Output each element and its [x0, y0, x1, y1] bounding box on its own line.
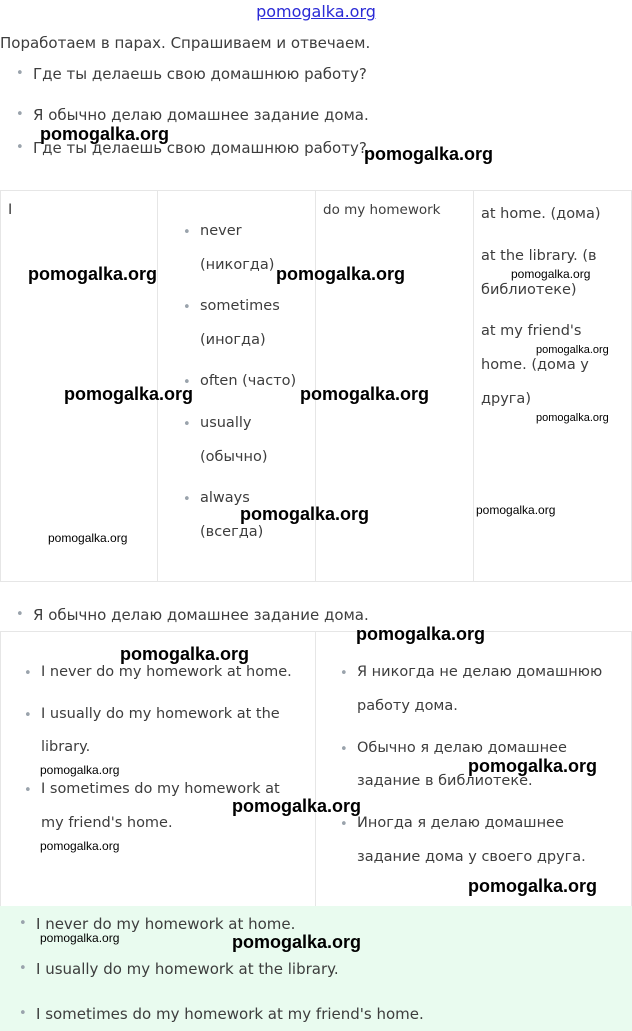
table-left-border [0, 190, 1, 582]
compare-right-2-line2: задание в библиотеке. [357, 773, 533, 789]
watermark: pomogalka.org [48, 531, 128, 545]
compare-right-3-line2: задание дома у своего друга. [357, 849, 586, 865]
table-top-border [0, 190, 632, 191]
freq-never: • never [200, 223, 242, 240]
watermark: pomogalka.org [40, 839, 120, 853]
freq-never-translation: (никогда) [200, 257, 275, 273]
freq-always: • always [200, 490, 250, 507]
watermark: pomogalka.org [40, 763, 120, 777]
answer-repeat: • Я обычно делаю домашнее задание дома. [33, 606, 369, 624]
watermark: pomogalka.org [232, 932, 362, 952]
compare-top-border [0, 631, 632, 632]
dialog-question-2: • Где ты делаешь свою домашнюю работу? [33, 139, 367, 157]
watermark: pomogalka.org [40, 931, 120, 945]
subject-cell: I [8, 202, 13, 218]
compare-left-2: • I usually do my homework at the [41, 706, 280, 723]
compare-left-2-line2: library. [41, 739, 91, 755]
watermark: pomogalka.org [120, 644, 250, 664]
watermark: pomogalka.org [240, 504, 370, 524]
watermark: pomogalka.org [364, 144, 494, 164]
compare-left-1: • I never do my homework at home. [41, 664, 292, 681]
watermark: pomogalka.org [536, 344, 609, 356]
compare-divider [315, 631, 316, 907]
compare-left-border [0, 631, 1, 907]
compare-right-1-line2: работу дома. [357, 698, 458, 714]
compare-right-3: • Иногда я делаю домашнее [357, 815, 564, 832]
top-watermark-link[interactable]: pomogalka.org [256, 2, 376, 21]
place-library: at the library. (в [481, 248, 597, 264]
watermark: pomogalka.org [468, 756, 598, 776]
place-library-translation: библиотеке) [481, 282, 577, 298]
place-home: at home. (дома) [481, 206, 601, 222]
watermark: pomogalka.org [276, 264, 406, 284]
compare-left-3-line2: my friend's home. [41, 815, 173, 831]
table-bottom-border [0, 581, 632, 582]
freq-sometimes-translation: (иногда) [200, 332, 266, 348]
watermark: pomogalka.org [64, 384, 194, 404]
freq-often: • often (часто) [200, 373, 296, 390]
watermark: pomogalka.org [476, 503, 556, 517]
place-friend-line3: друга) [481, 391, 531, 407]
place-friend: at my friend's [481, 323, 582, 339]
place-friend-line2: home. (дома у [481, 357, 589, 373]
dialog-answer-1: • Я обычно делаю домашнее задание дома. [33, 106, 369, 124]
watermark: pomogalka.org [511, 267, 591, 281]
watermark: pomogalka.org [356, 624, 486, 644]
freq-sometimes: • sometimes [200, 298, 280, 315]
intro-text: Поработаем в парах. Спрашиваем и отвечаем. [0, 34, 371, 52]
compare-left-3: • I sometimes do my homework at [41, 781, 280, 798]
summary-2: • I usually do my homework at the library. [36, 960, 339, 978]
watermark: pomogalka.org [536, 412, 609, 424]
watermark: pomogalka.org [300, 384, 430, 404]
watermark: pomogalka.org [28, 264, 158, 284]
watermark: pomogalka.org [468, 876, 598, 896]
compare-right-1: • Я никогда не делаю домашнюю [357, 664, 602, 681]
summary-1: • I never do my homework at home. [36, 915, 295, 933]
freq-usually: • usually [200, 415, 251, 432]
compare-right-2: • Обычно я делаю домашнее [357, 740, 567, 757]
watermark: pomogalka.org [232, 796, 362, 816]
dialog-question-1: • Где ты делаешь свою домашнюю работу? [33, 65, 367, 83]
table-divider-3 [473, 190, 474, 582]
freq-usually-translation: (обычно) [200, 449, 268, 465]
action-cell: do my homework [323, 202, 441, 218]
summary-3: • I sometimes do my homework at my friend's home. [36, 1005, 424, 1023]
watermark: pomogalka.org [40, 124, 170, 144]
freq-always-translation: (всегда) [200, 524, 264, 540]
